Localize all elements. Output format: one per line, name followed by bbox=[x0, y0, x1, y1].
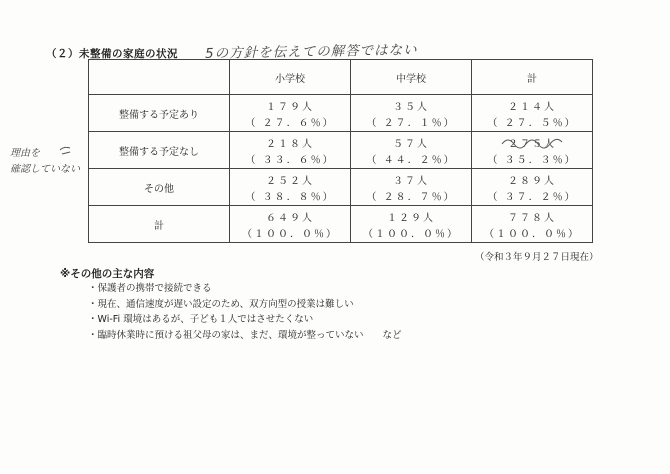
cell-count: １２９人 bbox=[387, 212, 435, 224]
table-header-corner bbox=[89, 60, 230, 95]
cell-percent: （ ３８．８％） bbox=[245, 191, 335, 203]
table-header-junior-high: 中学校 bbox=[351, 60, 472, 95]
cell-percent: （ ３３．６％） bbox=[245, 154, 335, 166]
cell-count: ２１４人 bbox=[508, 101, 556, 113]
list-item: ・ 現在、通信速度が遅い設定のため、双方向型の授業は難しい bbox=[88, 297, 402, 313]
table-cell bbox=[472, 169, 593, 206]
cell-percent: （１００．０％） bbox=[242, 228, 338, 240]
table-cell bbox=[351, 95, 472, 132]
handwritten-arrow-mark bbox=[0, 0, 100, 180]
table-cell bbox=[230, 206, 351, 243]
cell-percent: （１００．０％） bbox=[484, 228, 580, 240]
handwritten-side-note-line2: 確認していない bbox=[10, 164, 80, 175]
table-row bbox=[89, 169, 593, 206]
table-cell bbox=[472, 206, 593, 243]
section-heading: （２）未整備の家庭の状況 bbox=[46, 48, 178, 60]
other-items-list bbox=[88, 281, 402, 343]
cell-count: ６４９人 bbox=[266, 212, 314, 224]
cell-percent: （ ２７．５％） bbox=[487, 117, 577, 129]
status-table bbox=[88, 59, 593, 243]
cell-count: ２８９人 bbox=[508, 175, 556, 187]
row-label: 整備する予定なし bbox=[89, 132, 230, 169]
table-header-elementary: 小学校 bbox=[230, 60, 351, 95]
table-cell bbox=[230, 132, 351, 169]
cell-percent: （ ２７．６％） bbox=[245, 117, 335, 129]
table-cell bbox=[351, 132, 472, 169]
other-section-title: ※その他の主な内容 bbox=[60, 268, 155, 280]
cell-count: ７７８人 bbox=[508, 212, 556, 224]
table-cell bbox=[230, 95, 351, 132]
row-label: その他 bbox=[89, 169, 230, 206]
cell-count: ３７人 bbox=[393, 175, 429, 187]
row-label: 計 bbox=[89, 206, 230, 243]
handwritten-side-note-line1: 理由を bbox=[10, 148, 40, 159]
cell-percent: （ ３５．３％） bbox=[487, 154, 577, 166]
table-header-row bbox=[89, 60, 593, 95]
cell-percent: （１００．０％） bbox=[363, 228, 459, 240]
table-cell bbox=[351, 206, 472, 243]
cell-count: ２１８人 bbox=[266, 138, 314, 150]
cell-count: ５７人 bbox=[393, 138, 429, 150]
list-item: ・ Wi-Fi 環境はあるが、子ども１人ではさせたくない bbox=[88, 312, 402, 328]
handwritten-underline-mark bbox=[500, 134, 570, 150]
cell-count: ２７５人 bbox=[508, 138, 556, 150]
cell-percent: （ ２８．７％） bbox=[366, 191, 456, 203]
row-label: 整備する予定あり bbox=[89, 95, 230, 132]
cell-percent: （ ２７．１％） bbox=[366, 117, 456, 129]
as-of-date: （令和３年９月２７日現在） bbox=[475, 252, 599, 263]
handwritten-top-note: 5の方針を伝えての解答ではない bbox=[204, 42, 418, 62]
cell-percent: （ ３７．２％） bbox=[487, 191, 577, 203]
table-row bbox=[89, 206, 593, 243]
table-row bbox=[89, 95, 593, 132]
cell-count: １７９人 bbox=[266, 101, 314, 113]
cell-percent: （ ４４．２％） bbox=[366, 154, 456, 166]
list-item: ・ 保護者の携帯で接続できる bbox=[88, 281, 402, 297]
table-cell bbox=[351, 169, 472, 206]
list-item: ・ 臨時休業時に預ける祖父母の家は、まだ、環境が整っていない など bbox=[88, 328, 402, 344]
cell-count: ２５２人 bbox=[266, 175, 314, 187]
table-header-total: 計 bbox=[472, 60, 593, 95]
cell-count: ３５人 bbox=[393, 101, 429, 113]
table-cell bbox=[472, 95, 593, 132]
table-cell bbox=[230, 169, 351, 206]
